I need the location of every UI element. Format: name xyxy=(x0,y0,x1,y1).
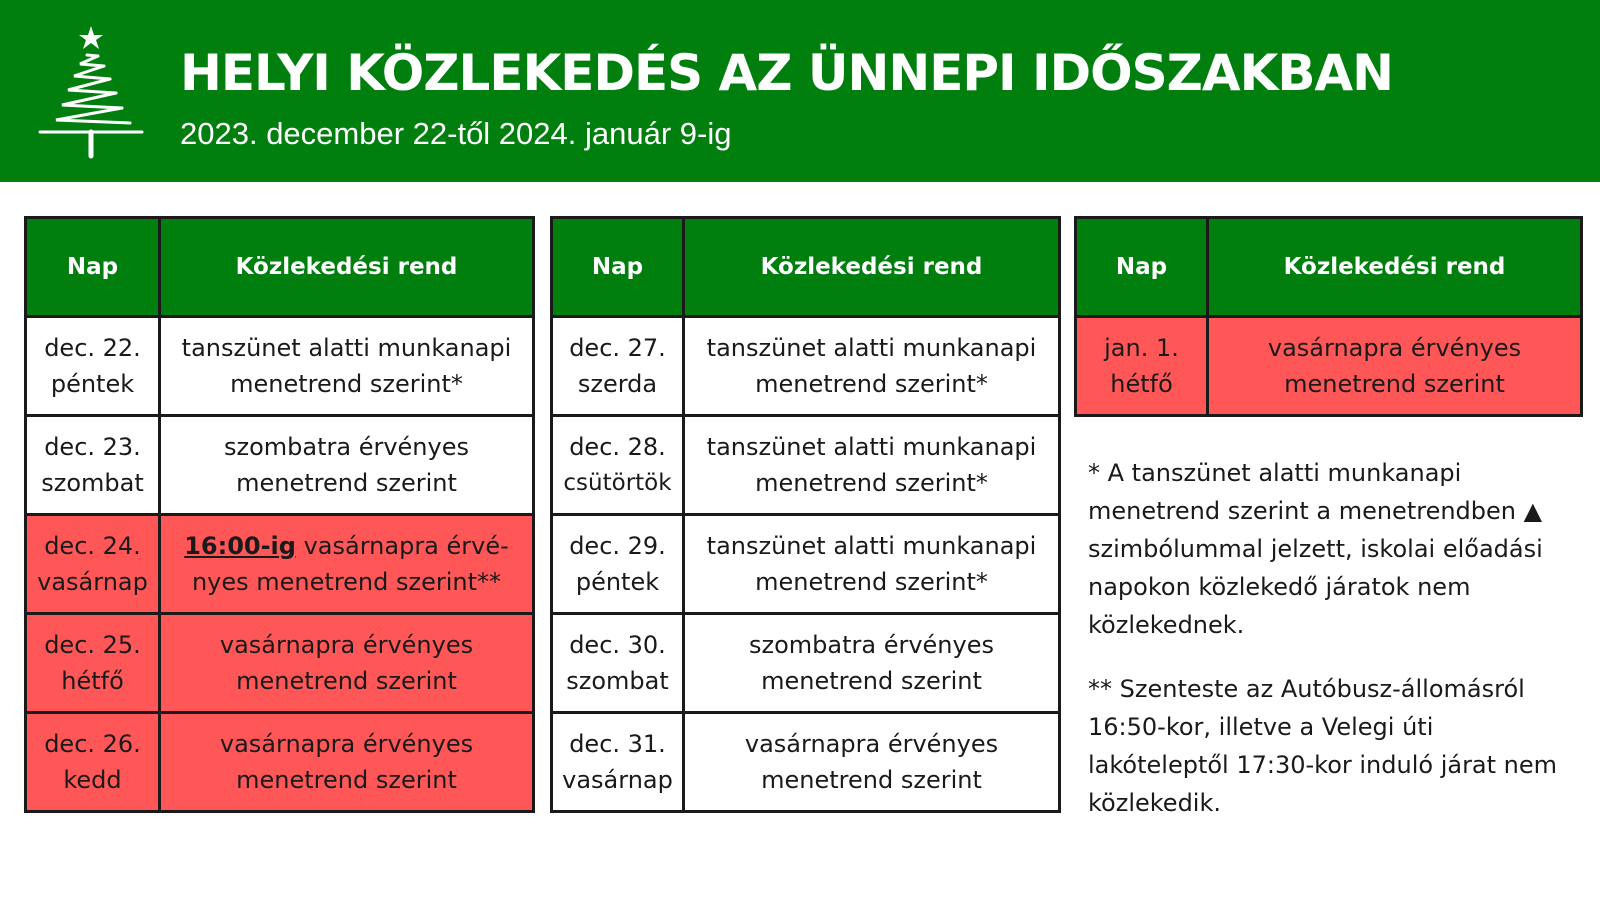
rule-text-line1: tanszünet alatti munkanapi xyxy=(706,532,1037,560)
column-header-day: Nap xyxy=(26,218,160,317)
table-row xyxy=(26,416,534,515)
table-row-holiday xyxy=(26,713,534,812)
schedule-table-2 xyxy=(550,216,1061,813)
weekday-label: vasárnap xyxy=(562,766,673,794)
rule-cell xyxy=(684,713,1060,812)
column-header-rule: Közlekedési rend xyxy=(684,218,1060,317)
rule-text-line2: menetrend szerint* xyxy=(755,568,988,596)
table-row-holiday xyxy=(26,614,534,713)
rule-text-line1: vasárnapra érvényes xyxy=(744,730,999,758)
rule-text-line1: vasárnapra érvényes xyxy=(219,730,474,758)
weekday-label: vasárnap xyxy=(37,568,148,596)
day-cell xyxy=(552,416,684,515)
weekday-label: kedd xyxy=(63,766,122,794)
rule-text-line2: menetrend szerint xyxy=(236,667,457,695)
weekday-label: hétfő xyxy=(61,667,124,695)
table-header-row xyxy=(1076,218,1582,317)
weekday-label: szombat xyxy=(566,667,669,695)
date-label: dec. 22. xyxy=(44,334,141,362)
date-label: dec. 23. xyxy=(44,433,141,461)
rule-text-line2: menetrend szerint* xyxy=(755,469,988,497)
christmas-tree-icon xyxy=(38,22,144,160)
date-range-subtitle: 2023. december 22-től 2024. január 9-ig xyxy=(180,116,732,151)
day-cell xyxy=(552,515,684,614)
day-cell xyxy=(26,713,160,812)
table-row xyxy=(552,713,1060,812)
table-row-holiday xyxy=(1076,317,1582,416)
rule-text-line1: vasárnapra érvényes xyxy=(219,631,474,659)
rule-cell xyxy=(1208,317,1582,416)
rule-cell xyxy=(160,515,534,614)
column-header-rule: Közlekedési rend xyxy=(1208,218,1582,317)
rule-text-line2: menetrend szerint xyxy=(761,766,982,794)
rule-text-line2: nyes menetrend szerint** xyxy=(191,568,502,596)
rule-time-emphasis: 16:00-ig xyxy=(184,532,296,560)
rule-cell xyxy=(160,416,534,515)
date-label: dec. 25. xyxy=(44,631,141,659)
date-label: dec. 30. xyxy=(569,631,666,659)
rule-text-line2: menetrend szerint xyxy=(236,469,457,497)
rule-text-line2: menetrend szerint* xyxy=(230,370,463,398)
weekday-label: hétfő xyxy=(1110,370,1173,398)
date-label: dec. 26. xyxy=(44,730,141,758)
rule-text-line2: menetrend szerint* xyxy=(755,370,988,398)
footnote-1-text-start: * A tanszünet alatti munkanapi menetrend szerint a menetrendben xyxy=(1088,459,1524,525)
day-cell xyxy=(1076,317,1208,416)
rule-cell xyxy=(160,317,534,416)
footnote-1-text-end: szimbólummal jelzett, iskolai előadási napokon közlekedő járatok nem közlekednek. xyxy=(1088,535,1543,639)
table-row xyxy=(552,317,1060,416)
schedule-table-3 xyxy=(1074,216,1583,417)
weekday-label: csütörtök xyxy=(563,470,672,496)
rule-cell xyxy=(684,317,1060,416)
triangle-icon: ▲ xyxy=(1523,497,1543,525)
day-cell xyxy=(552,317,684,416)
weekday-label: péntek xyxy=(575,568,660,596)
rule-cell xyxy=(160,614,534,713)
table-row xyxy=(552,614,1060,713)
day-cell xyxy=(552,713,684,812)
date-label: dec. 27. xyxy=(569,334,666,362)
rule-text-line1: tanszünet alatti munkanapi xyxy=(706,433,1037,461)
day-cell xyxy=(26,317,160,416)
weekday-label: szombat xyxy=(41,469,144,497)
date-label: jan. 1. xyxy=(1104,334,1179,362)
day-cell xyxy=(552,614,684,713)
column-header-day: Nap xyxy=(552,218,684,317)
table-row-holiday xyxy=(26,515,534,614)
footnotes xyxy=(1088,454,1568,848)
table-row xyxy=(552,515,1060,614)
weekday-label: szerda xyxy=(577,370,658,398)
rule-text-line1: tanszünet alatti munkanapi xyxy=(706,334,1037,362)
table-header-row xyxy=(26,218,534,317)
table-row xyxy=(26,317,534,416)
schedule-table-1 xyxy=(24,216,535,813)
rule-cell xyxy=(684,416,1060,515)
rule-cell xyxy=(160,713,534,812)
rule-text-line1: szombatra érvényes xyxy=(223,433,469,461)
rule-text-line1: vasárnapra érvényes xyxy=(1267,334,1522,362)
header-banner xyxy=(0,0,1600,182)
rule-text-line1 xyxy=(165,528,528,564)
footnote-1 xyxy=(1088,454,1568,644)
rule-text-line2: menetrend szerint xyxy=(1284,370,1505,398)
day-cell xyxy=(26,515,160,614)
page-title: HELYI KÖZLEKEDÉS AZ ÜNNEPI IDŐSZAKBAN xyxy=(180,44,1393,102)
date-label: dec. 28. xyxy=(569,433,666,461)
rule-text-line1: tanszünet alatti munkanapi xyxy=(181,334,512,362)
date-label: dec. 29. xyxy=(569,532,666,560)
day-cell xyxy=(26,614,160,713)
table-header-row xyxy=(552,218,1060,317)
rule-text-rest: vasárnapra érvé- xyxy=(295,532,509,560)
date-label: dec. 31. xyxy=(569,730,666,758)
rule-text-line2: menetrend szerint xyxy=(761,667,982,695)
column-header-rule: Közlekedési rend xyxy=(160,218,534,317)
rule-cell xyxy=(684,614,1060,713)
rule-cell xyxy=(684,515,1060,614)
rule-text-line2: menetrend szerint xyxy=(236,766,457,794)
table-row xyxy=(552,416,1060,515)
rule-text-line1: szombatra érvényes xyxy=(748,631,994,659)
weekday-label: péntek xyxy=(50,370,135,398)
day-cell xyxy=(26,416,160,515)
date-label: dec. 24. xyxy=(44,532,141,560)
column-header-day: Nap xyxy=(1076,218,1208,317)
footnote-2: ** Szenteste az Autóbusz-állomásról 16:50-kor, illetve a Velegi úti lakóteleptől 17:30-kor induló járat nem közlekedik. xyxy=(1088,675,1558,817)
